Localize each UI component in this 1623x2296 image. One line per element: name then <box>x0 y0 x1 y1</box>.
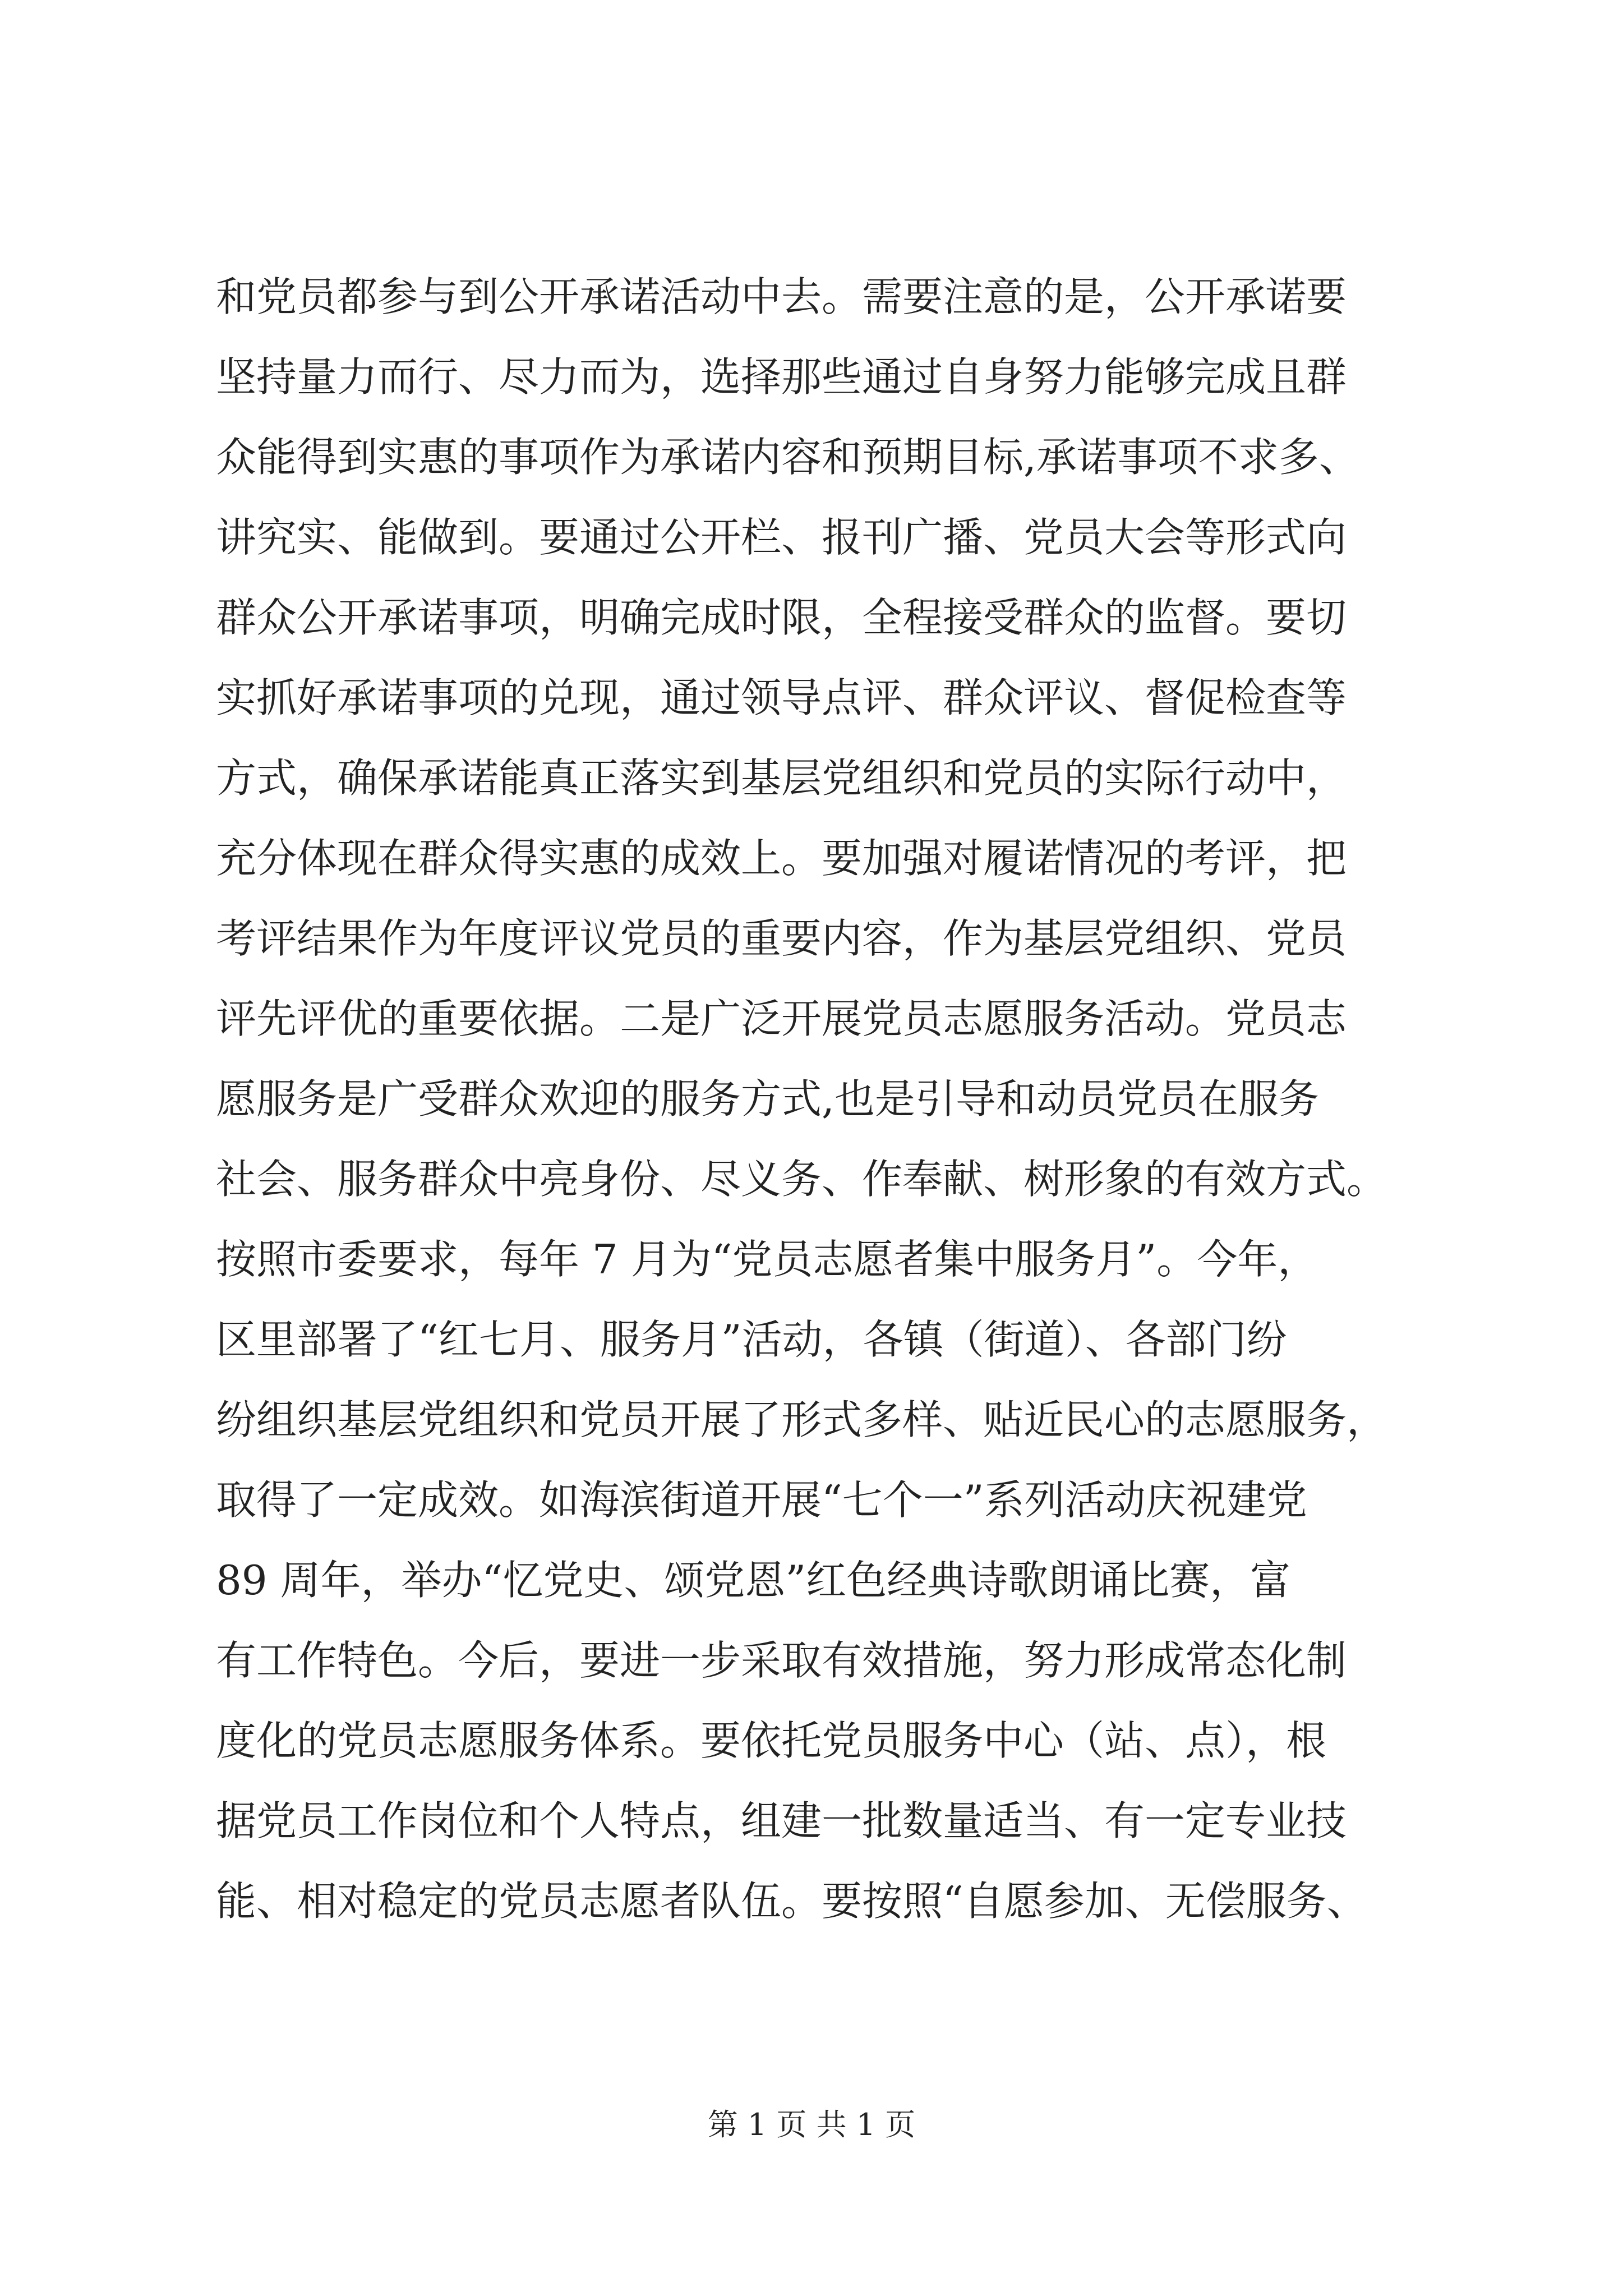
text-line: 方式，确保承诺能真正落实到基层党组织和党员的实际行动中， <box>216 754 1347 802</box>
text-line: 实抓好承诺事项的兑现，通过领导点评、群众评议、督促检查等 <box>216 674 1347 721</box>
text-line: 能、相对稳定的党员志愿者队伍。要按照“自愿参加、无偿服务、 <box>216 1878 1367 1925</box>
text-line: 群众公开承诺事项，明确完成时限，全程接受群众的监督。要切 <box>216 594 1347 641</box>
text-line: 充分体现在群众得实惠的成效上。要加强对履诺情况的考评，把 <box>216 835 1347 882</box>
page-footer: 第 1 页 共 1 页 <box>707 2107 916 2142</box>
body-text <box>216 257 1489 1941</box>
text-line: 和党员都参与到公开承诺活动中去。需要注意的是，公开承诺要 <box>216 273 1347 320</box>
text-line: 众能得到实惠的事项作为承诺内容和预期目标,承诺事项不求多、 <box>216 434 1359 481</box>
text-line: 区里部署了“红七月、服务月”活动，各镇（街道）、各部门纷 <box>216 1316 1287 1363</box>
text-line: 纷组织基层党组织和党员开展了形式多样、贴近民心的志愿服务， <box>216 1396 1387 1443</box>
text-line: 社会、服务群众中亮身份、尽义务、作奉献、树形象的有效方式。 <box>216 1156 1387 1203</box>
text-line: 据党员工作岗位和个人特点，组建一批数量适当、有一定专业技 <box>216 1797 1347 1844</box>
text-line: 评先评优的重要依据。二是广泛开展党员志愿服务活动。党员志 <box>216 995 1347 1042</box>
text-line: 89 周年，举办“忆党史、颂党恩”红色经典诗歌朗诵比赛，富 <box>216 1557 1291 1604</box>
text-line: 按照市委要求，每年 7 月为“党员志愿者集中服务月”。今年， <box>216 1236 1318 1283</box>
text-line: 度化的党员志愿服务体系。要依托党员服务中心（站、点），根 <box>216 1717 1327 1764</box>
text-line: 讲究实、能做到。要通过公开栏、报刊广播、党员大会等形式向 <box>216 514 1347 561</box>
text-line: 有工作特色。今后，要进一步采取有效措施，努力形成常态化制 <box>216 1637 1347 1684</box>
text-line: 取得了一定成效。如海滨街道开展“七个一”系列活动庆祝建党 <box>216 1476 1307 1524</box>
text-line: 愿服务是广受群众欢迎的服务方式,也是引导和动员党员在服务 <box>216 1075 1319 1122</box>
text-line: 坚持量力而行、尽力而为，选择那些通过自身努力能够完成且群 <box>216 353 1347 401</box>
text-line: 考评结果作为年度评议党员的重要内容，作为基层党组织、党员 <box>216 915 1347 962</box>
